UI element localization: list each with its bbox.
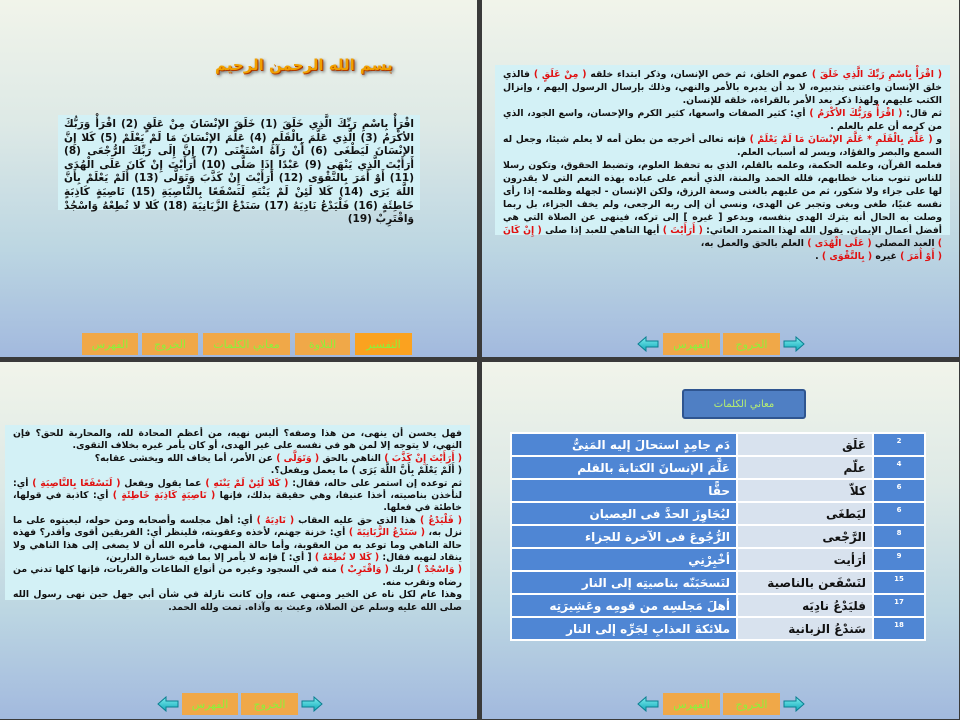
slide-tafsir-1	[482, 0, 959, 357]
previous-arrow-icon[interactable]	[637, 696, 659, 712]
word-cell: سَندْعُ الزبانية	[737, 617, 873, 640]
meaning-cell: ليُجَاوِزَ الحدَّ فى العِصيان	[511, 502, 737, 525]
tafsir-paragraph	[503, 107, 942, 133]
commentary-text: أي: خزنة جهنم، لأخذه وعقوبته، فلينظر أي: الفريقين أقوى وأقدر؟ فهذه حالة الناهي وما توعد به من العقوبة، وأما حالة المنهي، فأمره الله أن لا يصغى إلى هذا الناهي ولا ينقاد لنهيه فقال:	[13, 527, 462, 564]
exit-button[interactable]: الخروج	[723, 693, 780, 715]
quran-quote: ( أَرَأَيْتَ إِنْ كَذَّبَ )	[384, 452, 462, 464]
commentary-text: أيها الناهي للعبد إذا صلى	[541, 225, 663, 236]
commentary-text: العلم بالحق والعمل به،	[700, 238, 808, 249]
commentary-text: فعلمه القرآن، وعلمه الحكمة، وعلمه بالقلم، الذي به تحفظ العلوم، وتضبط الحقوق، وتكون رسلا للناس تنوب مناب خطابهم، فلله الحمد والمنة، الذي أنعم على عباده بهذه النعم التي لا يقدرون لها على جزاء ولا شكور، ثم من عليهم بالغنى وسعة الرزق، ولكن الإنسان - لجهله وظلمه- إذا رأى نفسه غنيًا، طغى وبغى وتجبر عن الهدى، ونسي أن إلى ربه الرجعى، ولم يخف الجزاء، بل ربما وصلت به الحال أنه يترك الهدى بنفسه، ويدعو [ غيره ] إلى تركه، فينهى عن الصلاة التي هي أفضل أعمال الإيمان. يقول الله لهذا المتمرد العاتي:	[503, 160, 942, 236]
meaning-cell: لنَسحَبَنّه بناصيتِه إلى النار	[511, 571, 737, 594]
meaning-cell: عَلَّمَ الإنسانَ الكتابةَ بالقلم	[511, 456, 737, 479]
index-button[interactable]: الفهرس	[82, 333, 138, 355]
slide-surah-text	[0, 0, 477, 357]
meaning-cell: ملائكةَ العذابِ لِجَرِّه إلى النار	[511, 617, 737, 640]
table-row	[511, 617, 925, 640]
quran-quote: ( اقْرَأْ بِاسْمِ رَبِّكَ الَّذِي خَلَقَ )	[811, 69, 943, 80]
index-button[interactable]: الفهرس	[663, 693, 720, 715]
commentary-text: هذا الذي حق عليه العقاب	[294, 514, 421, 526]
slide-tafsir-2	[0, 362, 477, 719]
tafsir-text	[495, 65, 950, 262]
next-arrow-icon[interactable]	[301, 696, 323, 712]
tafsir-paragraph	[503, 159, 942, 250]
word-cell: عَلَق	[737, 433, 873, 456]
tafsir-paragraph	[13, 564, 462, 589]
commentary-text: أي: كثير الصفات واسعها، كثير الكرم والإحسان، واسع الجود، الذي من كرمه أن علم بالعلم .	[503, 108, 942, 132]
meaning-cell: أهلَ مَجلسِه من قومِه وعَشِيرَتِه	[511, 594, 737, 617]
word-cell: ليَطغَى	[737, 502, 873, 525]
quran-quote: ( بِالتَّقْوَى )	[821, 251, 873, 262]
verse-number: 18	[873, 617, 925, 640]
tafsir-paragraph	[503, 68, 942, 107]
word-cell: الرَّجْعى	[737, 525, 873, 548]
quran-quote: ( لَنَسْفَعًا بِالنَّاصِيَةِ )	[32, 477, 121, 489]
table-row	[511, 456, 925, 479]
verse-number: 15	[873, 571, 925, 594]
verse-number: 6	[873, 502, 925, 525]
commentary-text: وهذا عام لكل ناه عن الخير ومنهي عنه، وإن كانت نازلة في شأن أبي جهل حين نهى رسول الله صلى الله عليه وسلم عن الصلاة، وعبث به وآذاه. تمت ولله الحمد.	[13, 589, 462, 613]
word-meanings-banner: معاني الكلمات	[682, 389, 806, 419]
verse-number: 4	[873, 456, 925, 479]
quran-quote: ( كَلا لَئِنْ لَمْ يَنْتَهِ )	[205, 477, 289, 489]
index-button[interactable]: الفهرس	[663, 333, 720, 355]
table-row	[511, 548, 925, 571]
tafsir-paragraph	[13, 428, 462, 453]
commentary-text: فهل يحسن أن ينهى، من هذا وصفه؟ أليس نهيه، من أعظم المحادة لله، والمحاربة للحق؟ فإن النهي، لا يتوجه إلا لمن هو في نفسه على غير الهدى، أو كان يأمر غيره بخلاف التقوى.	[13, 428, 462, 452]
commentary-text: و	[932, 134, 943, 145]
word-cell: أرَأيت	[737, 548, 873, 571]
tafsir-text	[5, 425, 470, 613]
slide-word-meanings	[482, 362, 959, 719]
quran-quote: ( أَرَأَيْتَ )	[662, 225, 703, 236]
word-cell: كلاّ	[737, 479, 873, 502]
commentary-text: منه في السجود وغيره من أنواع الطاعات والقربات، فإنها كلها تدني من رضاه وتقرب منه.	[13, 564, 462, 588]
table-row	[511, 594, 925, 617]
table-row	[511, 571, 925, 594]
word-meanings-table	[510, 432, 926, 641]
tafsir-paragraph	[13, 465, 462, 477]
exit-button[interactable]: الخروج	[723, 333, 780, 355]
table-row	[511, 502, 925, 525]
word-cell: علّم	[737, 456, 873, 479]
commentary-text: أي: كاذبة في قولها، خاطئة في فعلها.	[13, 490, 462, 514]
tafsir-button[interactable]: التفسير	[355, 333, 412, 355]
commentary-text: ( أَلَمْ يَعْلَمْ بِأَنَّ اللَّهَ يَرَى ) ما يعمل ويفعل؟.	[270, 465, 462, 477]
commentary-text: فالذي خلق الإنسان واعتنى بتدبيره، لا بد أن يدبره بالأمر والنهي، وذلك بإرسال الرسول إليهم ، وإنزال الكتب عليهم، ولهذا ذكر بعد الأمر بالقراءة، خلقه للإنسان.	[503, 69, 942, 106]
meaning-cell: دَم جامِدٍ استحالَ إليه المَنِىُّ	[511, 433, 737, 456]
tafsir-paragraph	[13, 589, 462, 614]
next-arrow-icon[interactable]	[783, 696, 805, 712]
word-cell: فليَدْعُ نادِيَه	[737, 594, 873, 617]
commentary-text: [ أي: ] فإنه لا يأمر إلا بما فيه خسارة الدارين،	[105, 552, 315, 564]
tafsir-paragraph	[503, 133, 942, 159]
word-meanings-button[interactable]: معاني الكلمات	[203, 333, 290, 355]
table-row	[511, 433, 925, 456]
commentary-text: عما يقول ويفعل	[120, 477, 206, 489]
tafsir-paragraph	[13, 478, 462, 515]
word-cell: لنَسْفَعن بالناصية	[737, 571, 873, 594]
next-arrow-icon[interactable]	[783, 336, 805, 352]
verse-number: 2	[873, 433, 925, 456]
meaning-cell: الرُّجُوعَ فى الآخرة للجزاء	[511, 525, 737, 548]
recitation-button[interactable]: التلاوة	[295, 333, 350, 355]
quran-quote: ( سَنَدْعُ الزَّبَانِيَةَ )	[348, 527, 425, 539]
commentary-text: العبد المصلي	[871, 238, 938, 249]
quran-quote: ( مِنْ عَلَقٍ )	[533, 69, 587, 80]
meaning-cell: أخْبِرْنِي	[511, 548, 737, 571]
commentary-text: غيره	[872, 251, 901, 262]
quran-quote: ( وَاسْجُدْ )	[416, 564, 462, 576]
commentary-text: فإنه تعالى أخرجه من بطن أمه لا يعلم شيئا، وجعل له السمع والبصر والفؤاد، ويسر له أسباب العلم.	[503, 134, 942, 158]
basmala-title: بسم الله الرحمن الرحيم	[215, 56, 393, 74]
quran-quote: ( فَلْيَدْعُ )	[420, 514, 463, 526]
verse-number: 6	[873, 479, 925, 502]
quran-quote: ( كَلا لا تُطِعْهُ )	[314, 552, 380, 564]
quran-quote: ( إِنْ كَانَ )	[503, 225, 942, 249]
tafsir-paragraph	[13, 515, 462, 565]
quran-quote: ( اقْرَأْ وَرَبُّكَ الأكْرَمُ )	[809, 108, 903, 119]
quran-quote: ( وَاقْتَرِبْ )	[339, 564, 389, 576]
table-row	[511, 525, 925, 548]
commentary-text: .	[815, 251, 822, 262]
quran-quote: ( نَادِيَهُ )	[256, 514, 295, 526]
verse-number: 17	[873, 594, 925, 617]
index-button[interactable]: الفهرس	[182, 693, 238, 715]
previous-arrow-icon[interactable]	[157, 696, 179, 712]
quran-quote: ( عَلَّمَ بِالْقَلَمِ * عَلَّمَ الإنْسَانَ مَا لَمْ يَعْلَمْ )	[749, 134, 933, 145]
commentary-text: لربك	[388, 564, 417, 576]
quran-quote: ( عَلَى الْهُدَى )	[807, 238, 872, 249]
commentary-text: أي: أهل مجلسه وأصحابه ومن حوله، ليعينوه على ما نزل به،	[13, 514, 462, 539]
quran-quote: ( وَتَوَلَّى )	[276, 452, 320, 464]
quran-quote: ( نَاصِيَةٍ كَاذِبَةٍ خَاطِئَةٍ )	[112, 490, 216, 502]
exit-button[interactable]: الخروج	[241, 693, 298, 715]
previous-arrow-icon[interactable]	[637, 336, 659, 352]
meaning-cell: حقًّا	[511, 479, 737, 502]
verse-number: 8	[873, 525, 925, 548]
verses-text: اقْرَأْ بِاسْمِ رَبِّكَ الَّذِي خَلَقَ (1) خَلَقَ الإنْسَانَ مِنْ عَلَقٍ (2) اقْرَأْ وَرَبُّكَ الأكْرَمُ (3) الَّذِي عَلَّمَ بِالْقَلَمِ (4) عَلَّمَ الإنْسَانَ مَا لَمْ يَعْلَمْ (5) كَلا إِنَّ الإنْسَانَ لَيَطْغَى (6) أَنْ رَآهُ اسْتَغْنَى (7) إِنَّ إِلَى رَبِّكَ الرُّجْعَى (8) أَرَأَيْتَ الَّذِي يَنْهَى (9) عَبْدًا إِذَا صَلَّى (10) أَرَأَيْتَ إِنْ كَانَ عَلَى الْهُدَى (11) أَوْ أَمَرَ بِالتَّقْوَى (12) أَرَأَيْتَ إِنْ كَذَّبَ وَتَوَلَّى (13) أَلَمْ يَعْلَمْ بِأَنَّ اللَّهَ يَرَى (14) كَلا لَئِنْ لَمْ يَنْتَهِ لَنَسْفَعًا بِالنَّاصِيَةِ (15) نَاصِيَةٍ كَاذِبَةٍ خَاطِئَةٍ (16) فَلْيَدْعُ نَادِيَهُ (17) سَنَدْعُ الزَّبَانِيَةَ (18) كَلا لا تُطِعْهُ وَاسْجُدْ وَاقْتَرِبْ (19)	[58, 115, 420, 210]
commentary-text: ثم توعده إن استمر على حاله، فقال:	[288, 477, 462, 489]
tafsir-paragraph	[13, 453, 462, 465]
verse-number: 9	[873, 548, 925, 571]
commentary-text: أي: لنأخذن بناصيته، أخذا عنيفا، وهي حقيقة بذلك، فإنها	[13, 477, 462, 502]
commentary-text: الناهي بالحق	[319, 452, 385, 464]
commentary-text: عن الأمر، أما يخاف الله ويخشى عقابه؟	[94, 452, 277, 464]
table-row	[511, 479, 925, 502]
commentary-text: ثم قال:	[902, 108, 942, 119]
exit-button[interactable]: الخروج	[142, 333, 198, 355]
tafsir-paragraph	[503, 250, 942, 263]
commentary-text: عموم الخلق، ثم خص الإنسان، وذكر ابتداء خلقه	[586, 69, 812, 80]
quran-quote: ( أَوْ أَمَرَ )	[900, 251, 942, 262]
